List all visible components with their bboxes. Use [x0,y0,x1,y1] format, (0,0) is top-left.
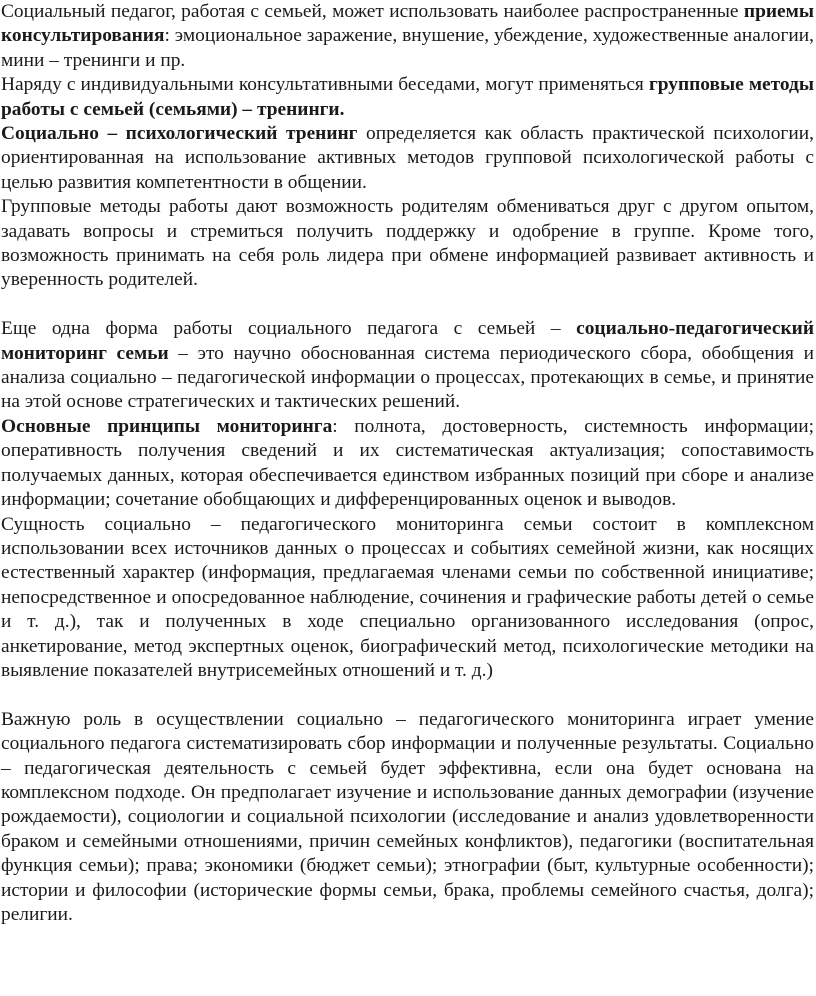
paragraph-text: Наряду с индивидуальными консультативными беседами, могут применяться [1,74,649,96]
bold-term: групповые методы работы с семьей (семьями) – тренинги. [1,74,814,120]
paragraph-text: : полнота, достоверность, системность информации; оперативность получения сведений и их систематическая актуализация; сопоставимость получаемых данных, которая обеспечивается единством избранных позиций при сборе и анализе информации; сочетание обобщающих и дифференцированных оценок и выводов. [1,415,815,511]
paragraph-group-methods [1,73,814,122]
paragraph-text: Социальный педагог, работая с семьей, может использовать наиболее распространенные [1,1,744,22]
paragraph-spacer [1,293,814,317]
paragraph-monitoring-principles [1,415,814,513]
paragraph-training-definition [1,122,814,195]
paragraph-text: : эмоциональное заражение, внушение, убеждение, художественные аналогии, мини – тренинги и пр. [1,25,814,71]
bold-term: социально-педагогический мониторинг семьи [1,318,814,364]
paragraph-text: Сущность социально – педагогического мониторинга семьи состоит в комплексном использовании всех источников данных о процессах и событиях семейной жизни, как носящих естественный характер (информация, предлагаемая членами семьи по собственной инициативе; непосредственное и опосредованное наблюдение, сочинения и графические работы детей о семье и т. д.), так и полученных в ходе специально организованного исследования (опрос, анкетирование, метод экспертных оценок, биографический метод, психологические методики на выявление показателей внутрисемейных отношений и т. д.) [1,513,814,681]
paragraph-text: Важную роль в осуществлении социально – педагогического мониторинга играет умение социального педагога систематизировать сбор информации и полученные результаты. Социально – педагогическая деятельность с семьей будет эффективна, если она будет основана на комплексном подходе. Он предполагает изучение и использование данных демографии (изучение рождаемости), социологии и социальной психологии (исследование и анализ удовлетворенности браком и семейными отношениями, причин семейных конфликтов), педагогики (воспитательная функция семьи); права; экономики (бюджет семьи); этнографии (быт, культурные особенности); истории и философии (исторические формы семьи, брака, проблемы семейного счастья, долга); религии. [1,708,814,925]
paragraph-consulting-techniques [1,0,814,73]
paragraph-text: – это научно обоснованная система периодического сбора, обобщения и анализа социально – педагогической информации о процессах, протекающих в семье, и принятие на этой основе стратегических и тактических решений. [1,342,815,413]
bold-term: Социально – психологический тренинг [1,123,358,145]
paragraph-spacer [1,683,814,707]
bold-term: приемы консультирования [1,1,814,47]
bold-term: Основные принципы мониторинга [1,415,333,437]
paragraph-monitoring-essence [1,513,814,684]
paragraph-comprehensive-approach [1,708,814,928]
paragraph-monitoring-definition [1,317,814,415]
paragraph-group-benefits [1,195,814,293]
paragraph-text: Групповые методы работы дают возможность родителям обмениваться друг с другом опытом, задавать вопросы и стремиться получить поддержку и одобрение в группе. Кроме того, возможность принимать на себя роль лидера при обмене информацией развивает активность и уверенность родителей. [1,196,814,291]
paragraph-text: Еще одна форма работы социального педагога с семьей – [1,318,577,340]
paragraph-text: определяется как область практической психологии, ориентированная на использование активных методов групповой психологической работы с целью развития компетентности в общении. [1,123,814,193]
